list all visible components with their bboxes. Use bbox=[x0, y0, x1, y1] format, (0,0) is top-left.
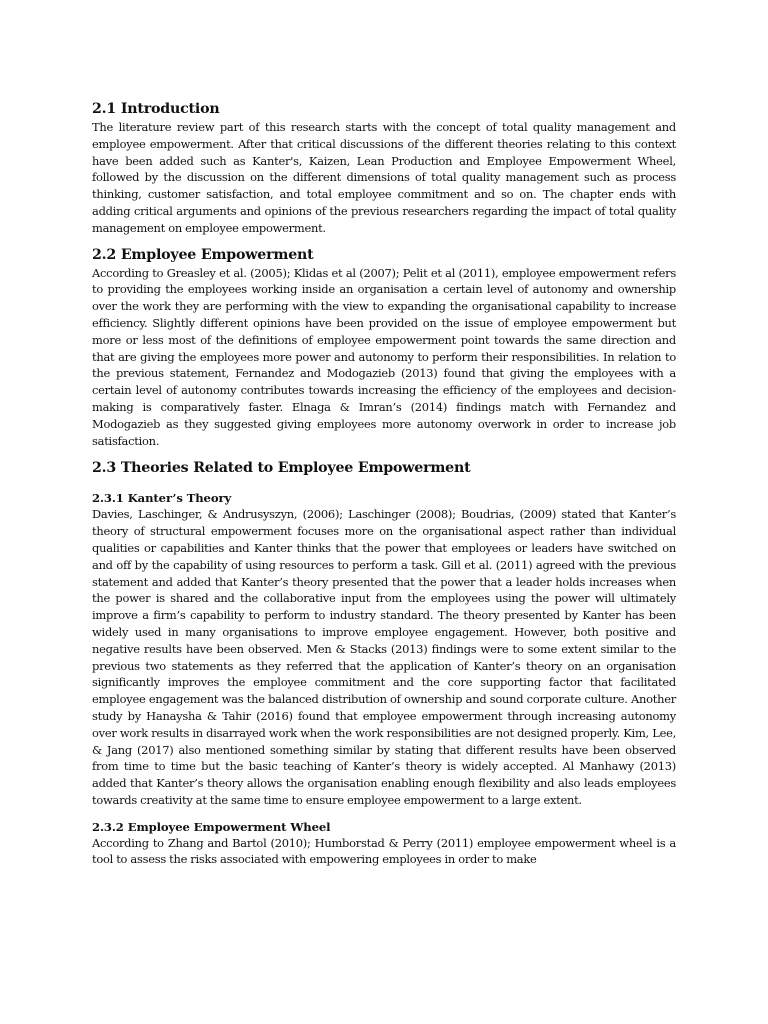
spacer bbox=[92, 478, 676, 490]
employee-empowerment-paragraph: According to Greasley et al. (2005); Klidas et al (2007); Pelit et al (2011), employee empowerment refers to providing the employees working inside an organisation a certain level of autonomy and ownership over the work they are performing with the view to expanding the organisational capability to increase efficiency. Slightly different opinions have been provided on the issue of employee empowerment but more or less most of the definitions of employee empowerment point towards the same direction and that are giving the employees more power and autonomy to perform their responsibilities. In relation to the previous statement, Fernandez and Modogazieb (2013) found that giving the employees with a certain level of autonomy contributes towards increasing the efficiency of the employees and decision-making is comparatively faster. Elnaga & Imran’s (2014) findings match with Fernandez and Modogazieb as they suggested giving employees more autonomy overwork in order to increase job satisfaction. bbox=[92, 265, 676, 448]
introduction-paragraph: The literature review part of this research starts with the concept of total quality management and employee empowerment. After that critical discussions of the different theories relating to this context have been added such as Kanter's, Kaizen, Lean Production and Employee Empowerment Wheel, followed by the discussion on the different dimensions of total quality management such as process thinking, customer satisfaction, and total employee commitment and so on. The chapter ends with adding critical arguments and opinions of the previous researchers regarding the impact of total quality management on employee empowerment. bbox=[92, 120, 676, 235]
document-page bbox=[92, 100, 676, 868]
subsection-heading-wheel: 2.3.2 Employee Empowerment Wheel bbox=[92, 819, 331, 834]
section-heading-theories: 2.3 Theories Related to Employee Empowerment bbox=[92, 460, 471, 477]
subsection-heading-kanter: 2.3.1 Kanter’s Theory bbox=[92, 491, 232, 506]
section-heading-introduction: 2.1 Introduction bbox=[92, 101, 220, 117]
wheel-paragraph: According to Zhang and Bartol (2010); Humborstad & Perry (2011) employee empowerment wheel is a tool to assess the risks associated with empowering employees in order to make bbox=[92, 835, 676, 867]
spacer bbox=[92, 237, 676, 246]
section-heading-employee-empowerment: 2.2 Employee Empowerment bbox=[92, 246, 314, 263]
kanter-paragraph: Davies, Laschinger, & Andrusyszyn, (2006); Laschinger (2008); Boudrias, (2009) stated that Kanter’s theory of structural empowerment focuses more on the organisational aspect rather than individual qualities or capabilities and Kanter thinks that the power that employees or leaders have switched on and off by the capability of using resources to perform a task. Gill et al. (2011) agreed with the previous statement and added that Kanter’s theory presented that the power that a leader holds increases when the power is shared and the collaborative input from the employees using the power will ultimately improve a firm’s capability to perform to industry standard. The theory presented by Kanter has been widely used in many organisations to improve employee engagement. However, both positive and negative results have been observed. Men & Stacks (2013) findings were to some extent similar to the previous two statements as they referred that the application of Kanter’s theory on an organisation significantly improves the employee commitment and the core supporting factor that facilitated employee engagement was the balanced distribution of ownership and sound corporate culture. Another study by Hanaysha & Tahir (2016) found that employee empowerment through increasing autonomy over work results in disarrayed work when the work responsibilities are not designed properly. Kim, Lee, & Jang (2017) also mentioned something similar by stating that different results have been observed from time to time but the basic teaching of Kanter’s theory is widely accepted. Al Manhawy (2013) added that Kanter’s theory allows the organisation enabling enough flexibility and also leads employees towards creativity at the same time to ensure employee empowerment to a large extent. bbox=[92, 507, 676, 807]
spacer bbox=[92, 809, 676, 819]
spacer bbox=[92, 449, 676, 459]
